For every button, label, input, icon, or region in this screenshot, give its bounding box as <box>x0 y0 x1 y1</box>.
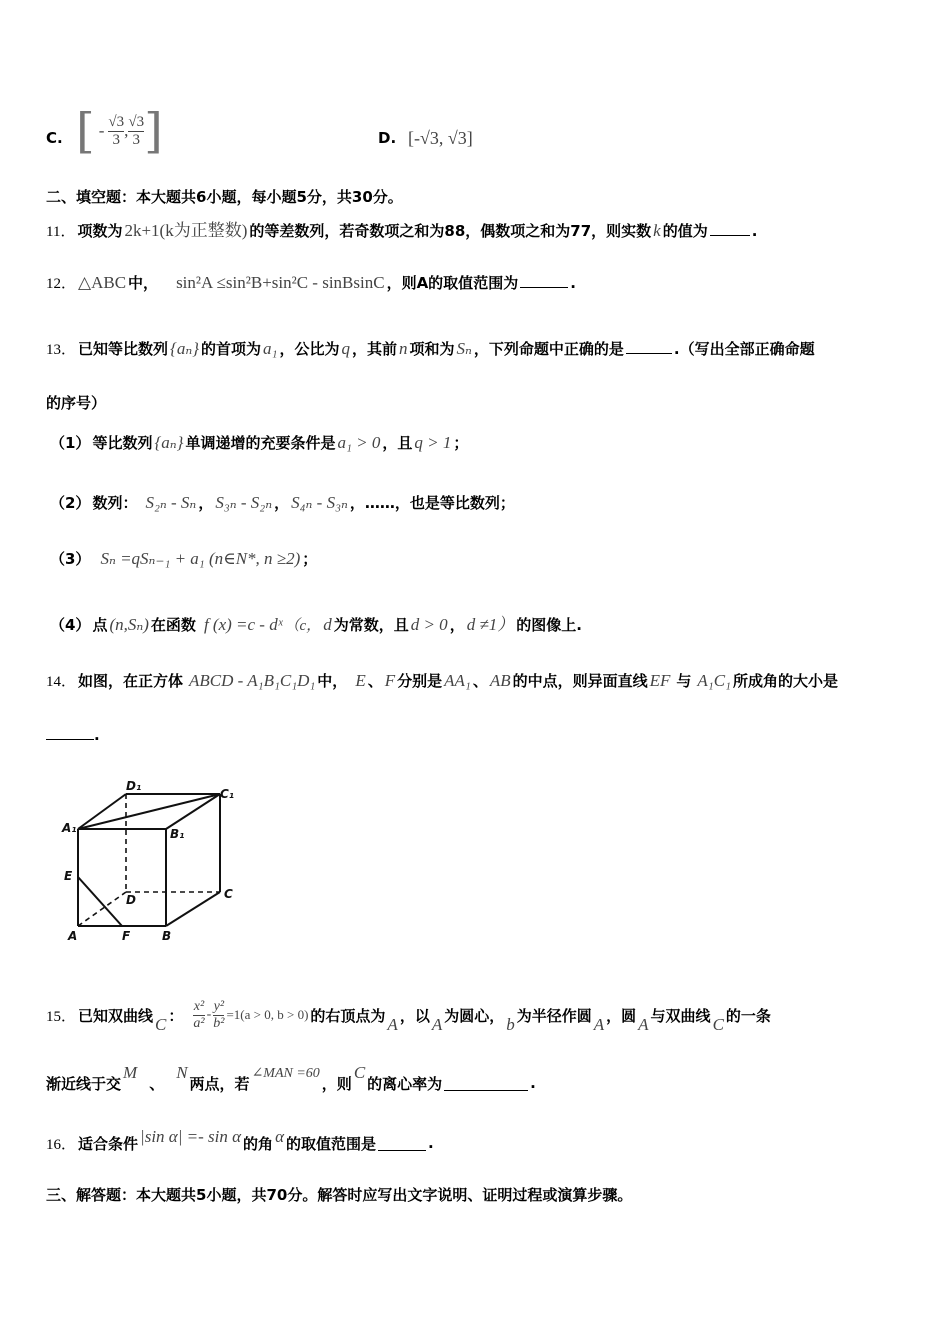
q15-colon: ： <box>168 1006 184 1025</box>
q15-text-10: 两点，若 <box>189 1074 250 1093</box>
q15-text-5: 为半径作圆 <box>516 1006 592 1025</box>
question-14 <box>46 670 838 691</box>
segment-ef <box>78 877 122 926</box>
p4-function: f (x) =c - dˣ <box>203 615 283 634</box>
q15-a-2: A <box>431 1015 443 1034</box>
q14-ab: AB <box>489 671 511 690</box>
q14-tail: . <box>94 726 100 744</box>
label-c1: C₁ <box>220 787 235 801</box>
q16-answer-blank[interactable] <box>378 1136 426 1151</box>
question-13 <box>46 338 815 359</box>
q13-prop-3 <box>50 548 317 569</box>
q14-dun-1: 、 <box>367 672 383 690</box>
p4-text-2: 在函数 <box>150 616 196 634</box>
label-c: C <box>224 887 233 901</box>
p4-d: d <box>323 615 332 634</box>
label-e: E <box>64 869 73 883</box>
q15-text-3: ，以 <box>399 1006 430 1025</box>
q11-answer-blank[interactable] <box>710 235 750 236</box>
q13-number: 13． <box>46 342 77 358</box>
section-3-title: 三、解答题：本大题共5小题，共70分。解答时应写出文字说明、证明过程或演算步骤。 <box>46 1186 633 1204</box>
q15-text-11: ，则 <box>321 1074 352 1093</box>
cube-figure <box>56 774 246 944</box>
c-frac-num: √3 <box>108 113 125 130</box>
q14-number: 14． <box>46 674 77 690</box>
q15-text-6: ，圆 <box>606 1006 637 1025</box>
q15-text-12: 的离心率为 <box>367 1074 443 1093</box>
p4-num: （4） <box>50 616 91 634</box>
q13-line-2: 的序号） <box>46 394 107 412</box>
q15-line-2 <box>46 1063 536 1100</box>
c-frac-num-2: √3 <box>128 113 145 130</box>
q15-a-1: A <box>387 1015 398 1034</box>
q15-xnum: x² <box>193 998 205 1014</box>
p2-expr-1: S₂ₙ - Sₙ <box>145 493 197 512</box>
p1-end: ； <box>453 434 469 452</box>
c-frac-den: 3 <box>112 131 121 148</box>
q14-text-2: 中， <box>317 672 348 690</box>
option-c-label: C. <box>46 129 63 147</box>
q12-triangle: △ABC <box>78 273 127 292</box>
p2-expr-3: S₄ₙ - S₃ₙ <box>291 493 348 512</box>
q13-answer-blank[interactable] <box>626 353 672 354</box>
q12-formula: sin²A ≤sin²B+sin²C - sinBsinC <box>176 273 385 292</box>
question-12 <box>46 272 576 293</box>
p4-text-3: 为常数，且 <box>333 616 409 634</box>
q13-prop-2 <box>50 492 515 513</box>
q13-sn: Sₙ <box>456 339 472 358</box>
q14-answer-blank[interactable] <box>46 727 94 740</box>
p1-seq: {aₙ} <box>154 433 184 452</box>
p3-formula: Sₙ =qSₙ₋₁ + a₁ (n∈N*, n ≥2) <box>100 549 301 568</box>
q13-seq: {aₙ} <box>170 339 200 358</box>
p1-text-2: 单调递增的充要条件是 <box>185 434 336 452</box>
q15-text-2: 的右顶点为 <box>310 1006 386 1025</box>
q15-text-4: 为圆心， <box>444 1006 505 1025</box>
q11-text-2: 的等差数列，若奇数项之和为88，偶数项之和为77，则实数 <box>249 222 652 240</box>
q15-dun: 、 <box>149 1074 165 1093</box>
p4-c: （c， <box>284 618 322 634</box>
q15-text-7: 与双曲线 <box>650 1006 711 1025</box>
q15-n: N <box>176 1063 188 1082</box>
q11-formula: 2k+1(k为正整数) <box>124 221 248 240</box>
label-a1: A₁ <box>62 821 77 835</box>
label-d1: D₁ <box>126 779 142 793</box>
q15-c-3: C <box>353 1063 366 1082</box>
p2-comma-1: ， <box>198 494 214 512</box>
question-16 <box>46 1128 434 1158</box>
question-15 <box>46 990 771 1040</box>
q14-f: F <box>384 671 396 690</box>
p1-cond-1: a₁ > 0 <box>337 433 381 452</box>
q14-text-4: 的中点，则异面直线 <box>512 672 648 690</box>
p2-expr-2: S₃ₙ - S₂ₙ <box>215 493 273 512</box>
q14-text-6: 所成角的大小是 <box>732 672 838 690</box>
label-f: F <box>122 929 131 943</box>
q13-text-3: ，公比为 <box>279 340 340 358</box>
q15-b: b <box>506 1015 515 1034</box>
q14-text-1: 如图，在正方体 <box>78 672 184 690</box>
q15-c: C <box>155 1015 167 1034</box>
label-d: D <box>126 893 136 907</box>
p1-num: （1） <box>50 434 91 452</box>
section-2-title: 二、填空题：本大题共6小题，每小题5分，共30分。 <box>46 188 403 206</box>
option-d-label: D. <box>378 129 397 147</box>
q16-number: 16． <box>46 1136 77 1153</box>
q15-text-9: 渐近线于交 <box>46 1074 122 1093</box>
q13-prop-4 <box>50 610 582 635</box>
q15-tail: . <box>530 1074 536 1092</box>
label-b: B <box>162 929 172 943</box>
p2-num: （2） <box>50 494 91 512</box>
q12-answer-blank[interactable] <box>520 287 568 288</box>
question-11 <box>46 216 757 241</box>
label-a: A <box>68 929 78 943</box>
q16-formula: |sin α| =- sin α <box>140 1127 242 1146</box>
q13-text-2: 的首项为 <box>201 340 262 358</box>
q12-text-2: ，则A的取值范围为 <box>386 274 519 292</box>
q15-number: 15． <box>46 1008 77 1025</box>
q16-text-3: 的取值范围是 <box>286 1134 377 1153</box>
p2-text-1: 数列： <box>92 494 138 512</box>
p4-cond-1: d > 0 <box>410 615 448 634</box>
q16-alpha: α <box>275 1127 284 1146</box>
q14-text-3: 分别是 <box>397 672 443 690</box>
q15-yden: b² <box>213 1015 225 1031</box>
p4-sep: ， <box>449 616 465 634</box>
q13-text-6: ，下列命题中正确的是 <box>473 340 624 358</box>
q13-text-7: .（写出全部正确命题 <box>673 340 815 358</box>
q16-tail: . <box>428 1134 434 1152</box>
q13-text-4: ，其前 <box>351 340 397 358</box>
q14-dun-2: 、 <box>472 672 488 690</box>
q11-number: 11． <box>46 224 76 240</box>
q14-aa1: AA₁ <box>444 671 471 690</box>
q15-text-1: 已知双曲线 <box>78 1006 154 1025</box>
q13-q: q <box>341 339 350 358</box>
q16-text-1: 适合条件 <box>78 1134 139 1153</box>
p4-text-1: 点 <box>92 616 108 634</box>
label-b1: B₁ <box>170 827 185 841</box>
p4-end: 的图像上. <box>516 616 582 634</box>
q16-text-2: 的角 <box>243 1134 274 1153</box>
p2-comma-2: ， <box>274 494 290 512</box>
q14-a1c1: A₁C₁ <box>697 671 731 690</box>
p3-end: ； <box>302 550 318 568</box>
p1-cond-2: q > 1 <box>414 433 452 452</box>
q14-cube: ABCD - A₁B₁C₁D₁ <box>189 671 316 690</box>
edge-b-c <box>166 892 220 926</box>
q13-n: n <box>399 339 408 358</box>
q15-a-3: A <box>593 1015 605 1034</box>
option-d-value: [-√3, √3] <box>408 128 473 148</box>
edge-b1-c1 <box>166 794 220 829</box>
q15-a-4: A <box>638 1015 649 1034</box>
q15-answer-blank[interactable] <box>444 1076 528 1091</box>
q15-m: M <box>123 1063 138 1082</box>
q15-xden: a² <box>193 1015 205 1031</box>
q15-angle: ∠MAN =60 <box>251 1065 320 1081</box>
q11-var-k: k <box>653 221 661 240</box>
q12-text-1: 中， <box>128 274 159 292</box>
diagonal-a1-c1 <box>78 794 220 829</box>
q15-text-8: 的一条 <box>725 1006 771 1025</box>
q15-minus: - <box>206 1007 212 1022</box>
q13-text-1: 已知等比数列 <box>78 340 169 358</box>
q13-prop-1 <box>50 432 468 453</box>
p3-num: （3） <box>50 550 91 568</box>
q11-tail: . <box>751 222 758 240</box>
q12-tail: . <box>570 274 576 292</box>
q15-c-2: C <box>712 1015 724 1034</box>
p4-point: (n,Sₙ) <box>109 615 149 634</box>
p2-end: ，……，也是等比数列； <box>349 494 515 512</box>
q13-text-5: 项和为 <box>409 340 455 358</box>
option-c-value: [ - $\frac{√3}{3}$ , $\frac{√3}{3}$ ] <box>76 103 163 159</box>
p4-cond-2: d ≠1） <box>466 615 515 634</box>
q11-text-3: 的值为 <box>662 222 708 240</box>
p1-text-3: ，且 <box>382 434 413 452</box>
p1-text-1: 等比数列 <box>92 434 153 452</box>
hidden-edge-a-d <box>78 892 126 926</box>
q14-e: E <box>355 671 366 690</box>
q14-ef: EF <box>649 671 671 690</box>
q15-ynum: y² <box>213 998 225 1014</box>
c-frac-den-2: 3 <box>132 131 140 148</box>
q15-eq: =1(a > 0, b > 0) <box>226 1007 309 1022</box>
q13-a1: a₁ <box>263 339 278 358</box>
q11-text-1: 项数为 <box>77 222 123 240</box>
q14-text-5: 与 <box>676 672 692 690</box>
q14-line-2 <box>46 726 100 744</box>
q12-number: 12． <box>46 276 77 292</box>
